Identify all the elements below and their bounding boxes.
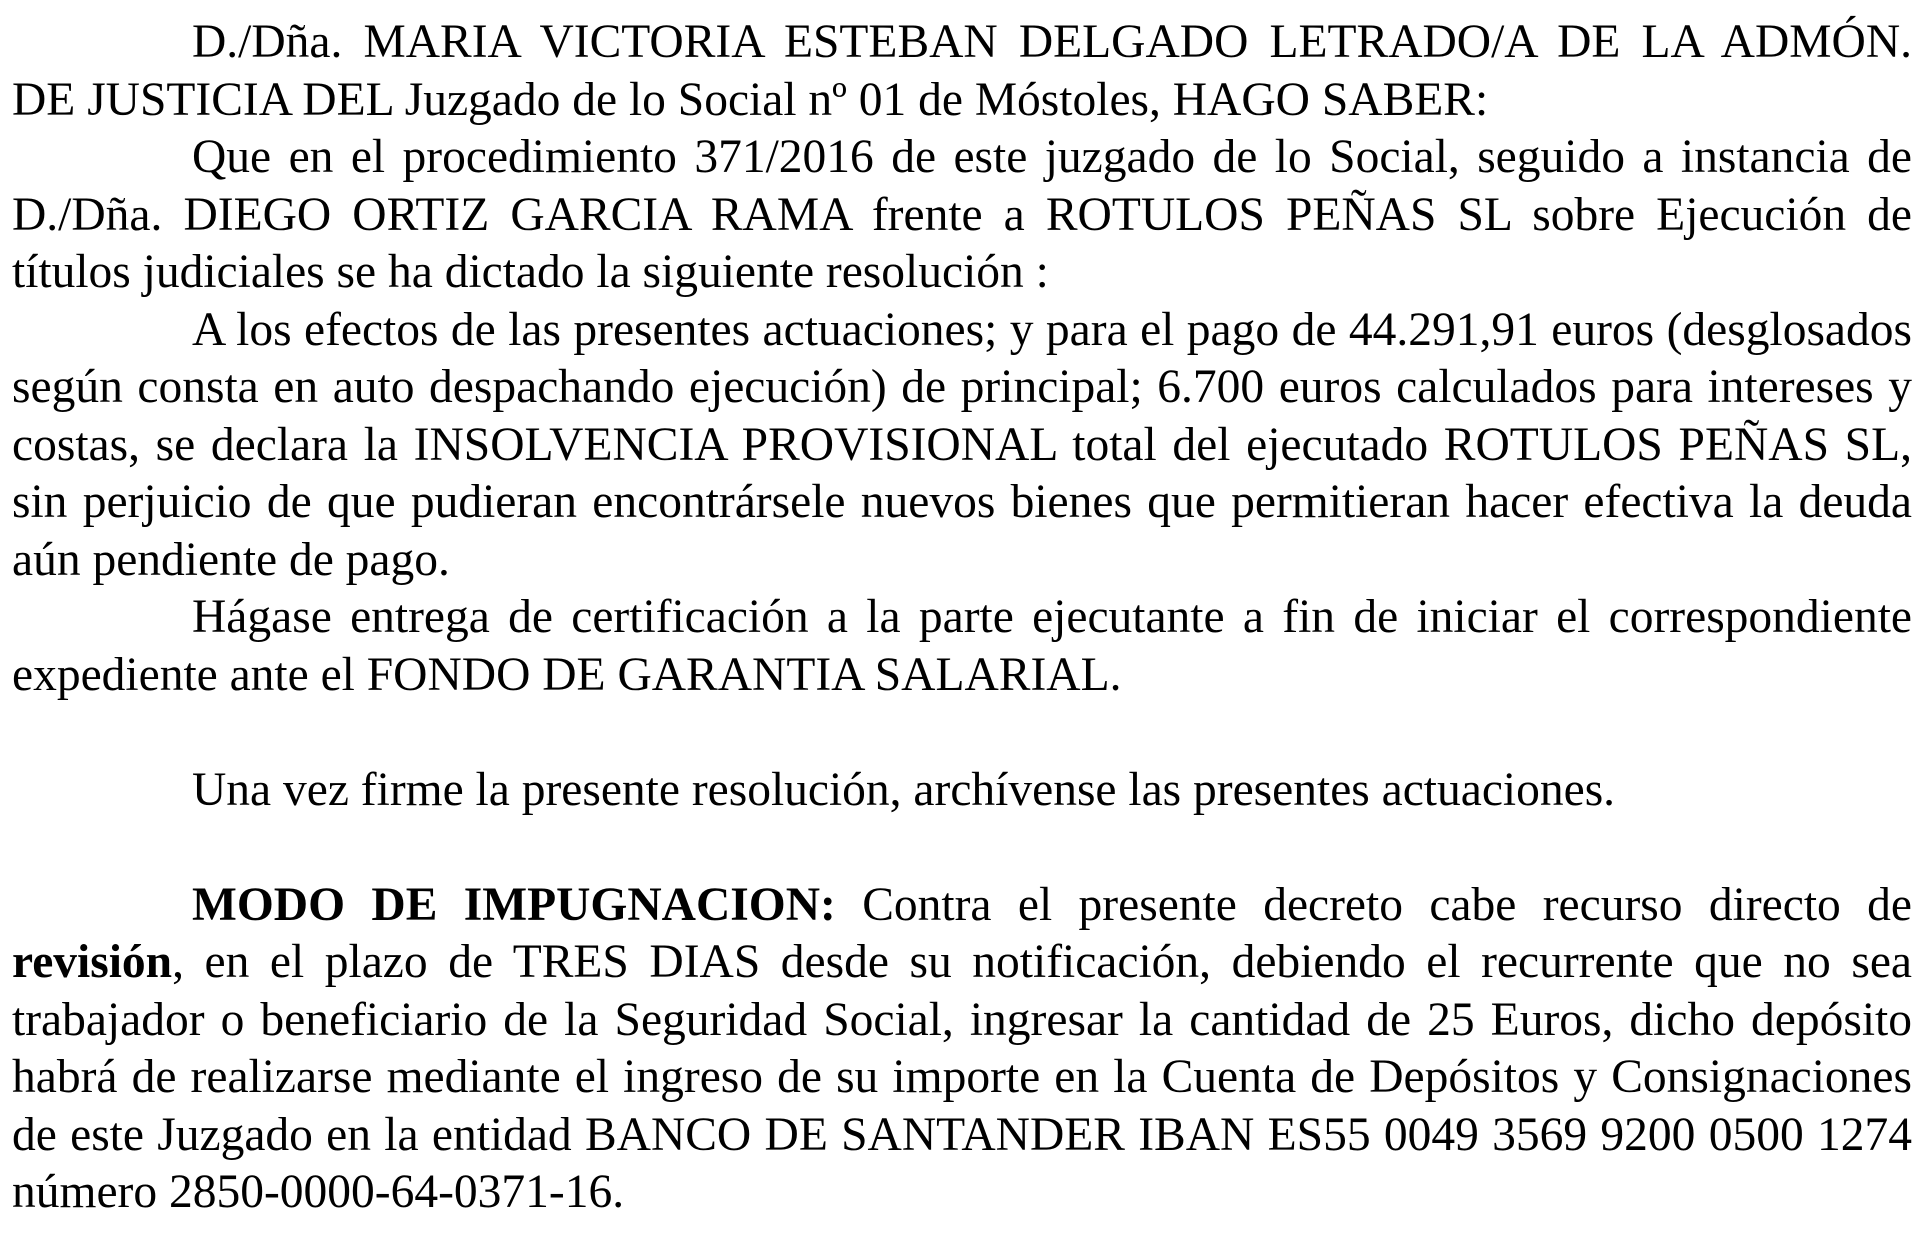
- paragraph-gap: [12, 819, 1912, 877]
- paragraph-insolvency: A los efectos de las presentes actuaciones; y para el pago de 44.291,91 euros (desglosados según consta en auto despachando ejecución) de principal; 6.700 euros calculados para intereses y costas, se declara la INSOLVENCIA PROVISIONAL total del ejecutado ROTULOS PEÑAS SL, sin perjuicio de que pudieran encontrársele nuevos bienes que permitieran hacer efectiva la deuda aún pendiente de pago.: [12, 303, 1912, 586]
- paragraph-procedure: Que en el procedimiento 371/2016 de este juzgado de lo Social, seguido a instancia de D./Dña. DIEGO ORTIZ GARCIA RAMA frente a ROTULOS PEÑAS SL sobre Ejecución de títulos judiciales se ha dictado la siguiente resolución :: [12, 131, 1912, 298]
- impugnation-bold-word: revisión: [12, 936, 173, 988]
- document-body: [12, 14, 1912, 1222]
- paragraph-header: D./Dña. MARIA VICTORIA ESTEBAN DELGADO LETRADO/A DE LA ADMÓN. DE JUSTICIA DEL Juzgado de lo Social nº 01 de Móstoles, HAGO SABER:: [12, 16, 1912, 126]
- paragraph-gap: [12, 704, 1912, 762]
- impugnation-text-1: Contra el presente decreto cabe recurso directo de: [835, 878, 1912, 931]
- paragraph-certification: Hágase entrega de certificación a la parte ejecutante a fin de iniciar el correspondiente expediente ante el FONDO DE GARANTIA SALARIAL.: [12, 591, 1912, 701]
- paragraph-archive: Una vez firme la presente resolución, archívense las presentes actuaciones.: [192, 763, 1616, 816]
- impugnation-text-2: , en el plazo de TRES DIAS desde su notificación, debiendo el recurrente que no sea trabajador o beneficiario de la Seguridad Social, ingresar la cantidad de 25 Euros, dicho depósito habrá de realizarse mediante el ingreso de su importe en la Cuenta de Depósitos y Consignaciones de este Juzgado en la entidad BANCO DE SANTANDER IBAN ES55 0049 3569 9200 0500 1274 número 2850-0000-64-0371-16.: [12, 936, 1912, 1218]
- impugnation-heading: MODO DE IMPUGNACION:: [192, 878, 836, 931]
- paragraph-impugnation: [12, 877, 1912, 1222]
